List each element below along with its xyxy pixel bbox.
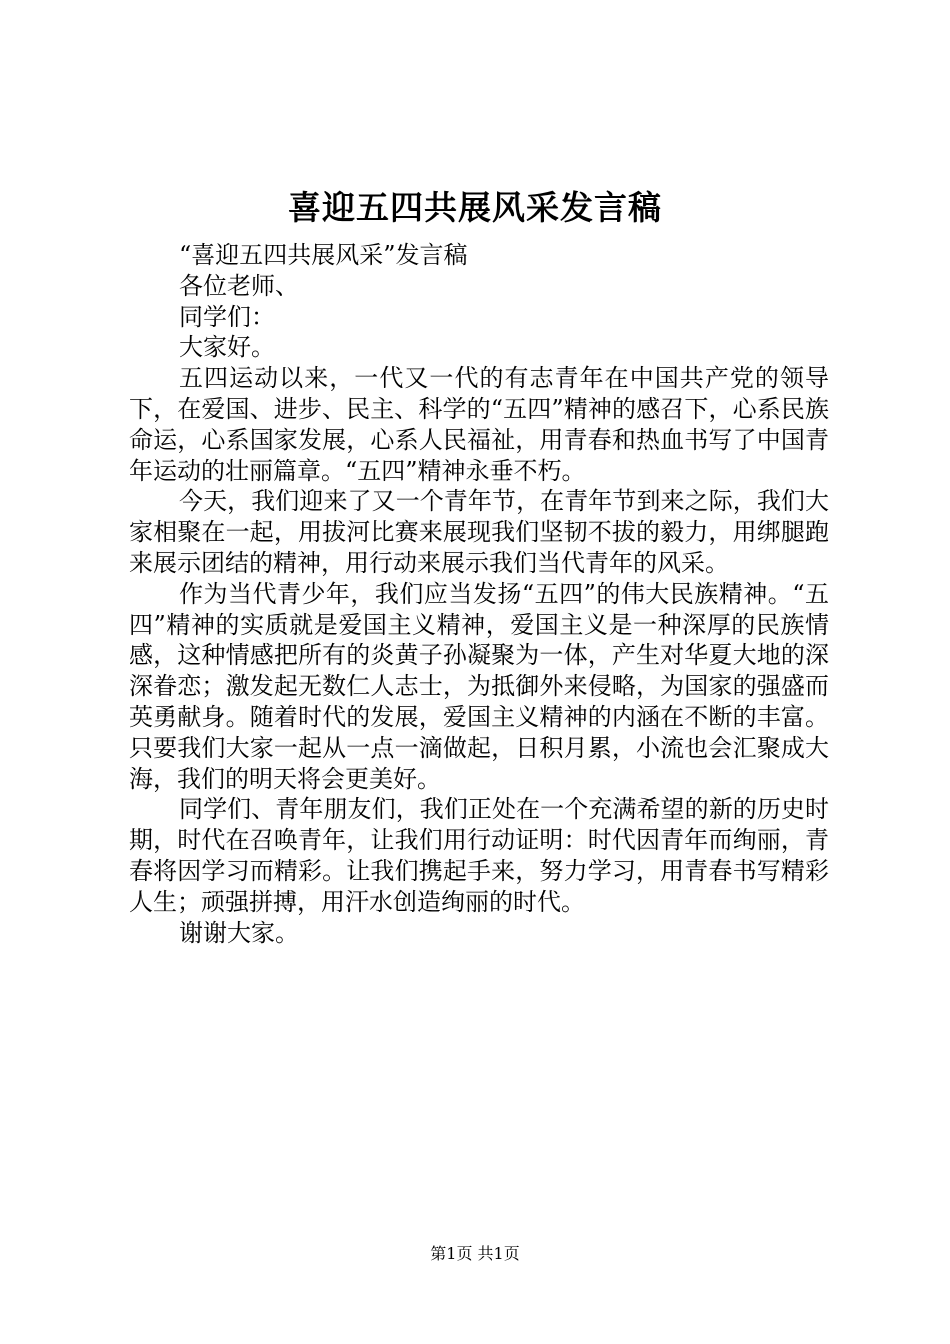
salutation-teachers: 各位老师、 <box>179 271 299 300</box>
paragraph-may-fourth-history: 五四运动以来，一代又一代的有志青年在中国共产党的领导下，在爱国、进步、民主、科学的“五四”精神的感召下，心系民族命运，心系国家发展，心系人民福祉，用青春和热血书写了中国青年运动的壮丽篇章。“五四”精神永垂不朽。 <box>129 364 829 485</box>
speech-heading: “喜迎五四共展风采”发言稿 <box>179 241 468 269</box>
paragraph-youth-day: 今天，我们迎来了又一个青年节，在青年节到来之际，我们大家相聚在一起，用拔河比赛来展现我们坚韧不拔的毅力，用绑腿跑来展示团结的精神，用行动来展示我们当代青年的风采。 <box>129 487 829 577</box>
document-title: 喜迎五四共展风采发言稿 <box>288 188 662 227</box>
paragraph-call-to-action: 同学们、青年朋友们，我们正处在一个充满希望的新的历史时期，时代在召唤青年，让我们用行动证明：时代因青年而绚丽，青春将因学习而精彩。让我们携起手来，努力学习，用青春书写精彩人生；顽强拼搏，用汗水创造绚丽的时代。 <box>129 795 829 916</box>
salutation-students: 同学们： <box>179 302 275 331</box>
closing-thanks: 谢谢大家。 <box>179 918 299 947</box>
paragraph-patriotism: 作为当代青少年，我们应当发扬“五四”的伟大民族精神。“五四”精神的实质就是爱国主义精神，爱国主义是一种深厚的民族情感，这种情感把所有的炎黄子孙凝聚为一体，产生对华夏大地的深深眷恋；激发起无数仁人志士，为抵御外来侵略，为国家的强盛而英勇献身。随着时代的发展，爱国主义精神的内涵在不断的丰富。只要我们大家一起从一点一滴做起，日积月累，小流也会汇聚成大海，我们的明天将会更美好。 <box>129 579 829 793</box>
greeting: 大家好。 <box>179 333 275 362</box>
page-footer: 第1页 共1页 <box>430 1244 520 1263</box>
document-body <box>129 240 829 948</box>
